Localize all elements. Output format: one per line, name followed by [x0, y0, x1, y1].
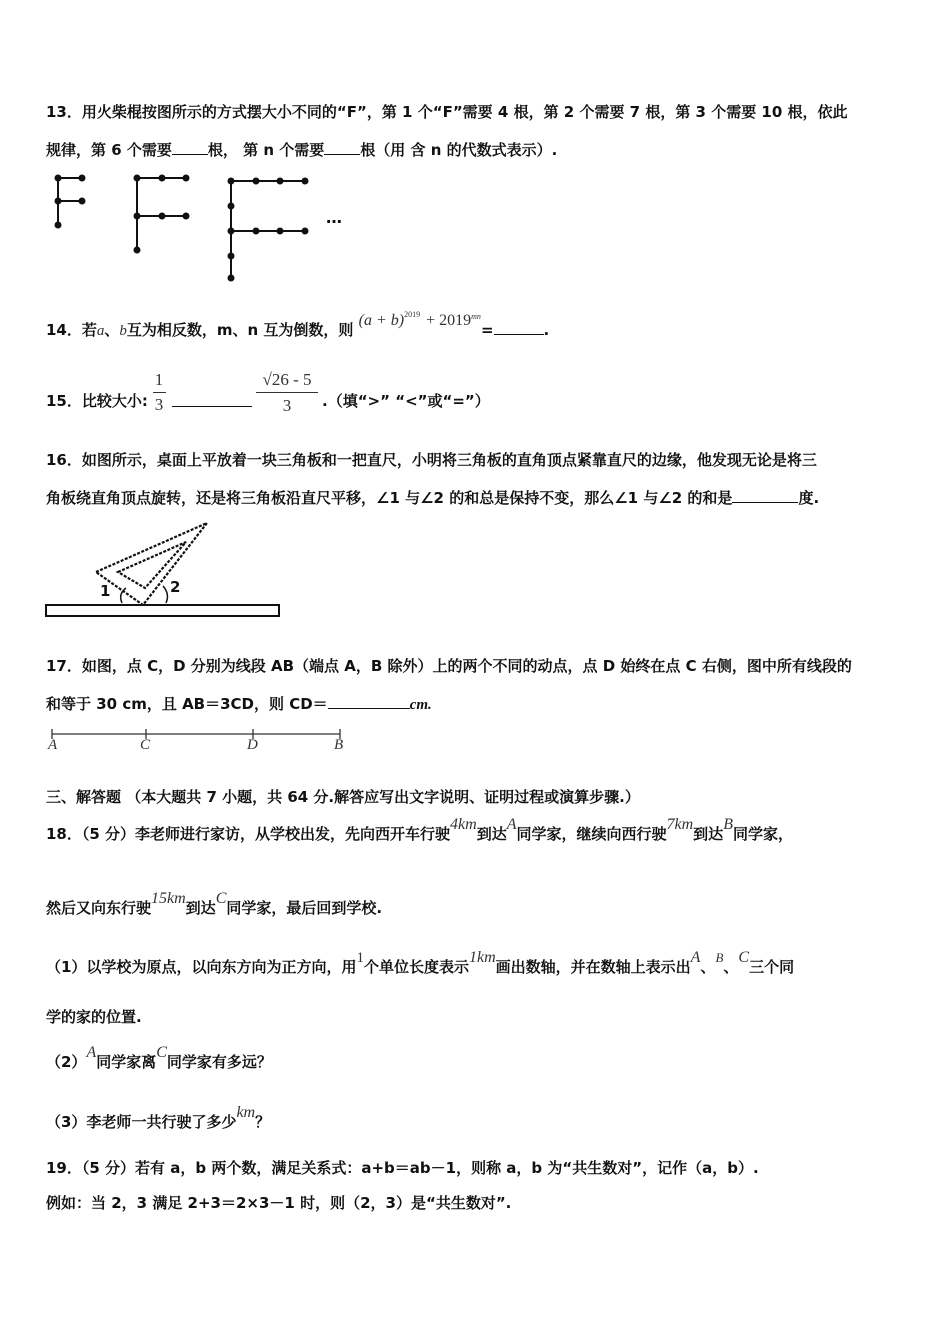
q18-l1-c: 同学家，继续向西行驶 [516, 825, 667, 843]
q18-p1-point-a: A [690, 949, 701, 966]
q18-p3-a: （3）李老师一共行驶了多少 [46, 1113, 237, 1131]
q14-prefix: 14．若 [46, 321, 97, 339]
q18-km15: 15km [151, 890, 186, 907]
q18-l2-c: 同学家，最后回到学校. [226, 899, 383, 917]
q13-line2-a: 规律，第 6 个需要 [46, 141, 172, 159]
q16-line1: 16．如图所示，桌面上平放着一块三角板和一把直尺，小明将三角板的直角顶点紧靠直尺的边缘，他发现无论是将三 [46, 451, 817, 469]
q18-p3-km: km [236, 1104, 256, 1121]
q18-l1-e: 同学家， [732, 825, 793, 843]
q14-mid: 互为相反数，m、n 互为倒数，则 [126, 321, 354, 339]
point-a-label: A [48, 737, 58, 753]
q18-p1-point-c: C [738, 949, 750, 966]
q19-line2: 例如：当 2，3 满足 2+3＝2×3－1 时，则（2，3）是“共生数对”. [46, 1194, 512, 1212]
q18-km4: 4km [450, 816, 477, 833]
q18-point-c: C [215, 890, 227, 907]
section-3-title: 三、解答题 （本大题共 7 小题，共 64 分.解答应写出文字说明、证明过程或演算步骤.） [46, 788, 640, 806]
q18-p1-b: 个单位长度表示 [363, 958, 469, 976]
q18-part2 [46, 1044, 272, 1073]
q19-line1: 19．（5 分）若有 a，b 两个数，满足关系式：a+b＝ab－1，则称 a，b 为“共生数对”，记作（a，b）. [46, 1159, 759, 1177]
q18-p1-a: （1）以学校为原点，以向东方向为正方向，用 [46, 958, 357, 976]
q18-p2-a: （2） [46, 1053, 87, 1071]
point-c-label: C [140, 737, 151, 753]
q18-l1-b: 到达 [476, 825, 507, 843]
q14-expr-base: (a + b) [358, 312, 405, 329]
q18-point-a: A [506, 816, 517, 833]
q17-line2-b: cm. [409, 697, 432, 713]
q15-prefix: 15．比较大小: [46, 392, 148, 410]
q15-frac2-num: √26 - 5 [262, 370, 312, 389]
q15-frac1-num: 1 [154, 370, 164, 389]
q17-line1: 17．如图，点 C，D 分别为线段 AB（端点 A，B 除外）上的两个不同的动点，点 D 始终在点 C 右侧，图中所有线段的 [46, 657, 852, 675]
point-b-label: B [334, 737, 344, 753]
q18-p1-d: 三个同 [749, 958, 795, 976]
q18-p2-b: 同学家离 [96, 1053, 157, 1071]
angle-2-label: 2 [170, 578, 181, 596]
q16-line2-text: 角板绕直角顶点旋转，还是将三角板沿直尺平移，∠1 与∠2 的和总是保持不变，那么∠1 与∠2 的和是 [46, 489, 733, 507]
q18-p1-sep2: 、 [723, 958, 739, 976]
q13-line2-b: 根， 第 n 个需要 [207, 141, 325, 159]
q18-km1: 1km [468, 949, 496, 966]
q14-end: . [543, 321, 550, 339]
q16-line2-end: 度. [798, 489, 820, 507]
matchstick-ellipsis: … [326, 208, 342, 227]
q18-one: 1 [356, 950, 364, 966]
q18-p2-point-a: A [86, 1044, 97, 1061]
q18-km7: 7km [666, 816, 694, 833]
q15-suffix: .（填“>” “<”或“=”） [322, 392, 490, 410]
q18-part1 [46, 949, 795, 978]
q14-expr-plus: + 2019 [426, 312, 472, 329]
q18-line2 [46, 890, 383, 919]
q13-line1: 13．用火柴棍按图所示的方式摆大小不同的“F”，第 1 个“F”需要 4 根，第 2 个需要 7 根，第 3 个需要 10 根，依此 [46, 103, 848, 121]
q14-expr-exp: 2019 [404, 310, 421, 319]
q18-l2-a: 然后又向东行驶 [46, 899, 152, 917]
q18-l1-d: 到达 [693, 825, 724, 843]
q14-sep: 、 [104, 321, 120, 339]
q14-expr-exp2: mn [471, 312, 481, 321]
q18-point-b: B [723, 816, 733, 833]
q18-l2-b: 到达 [185, 899, 216, 917]
q14-var-a: a [96, 323, 105, 339]
q18-p2-c: 同学家有多远？ [166, 1053, 272, 1071]
q18-l1-a: 18．（5 分）李老师进行家访，从学校出发，先向西开车行驶 [46, 825, 451, 843]
q14-var-b: b [119, 323, 127, 339]
q13-line2-c: 根（用 含 n 的代数式表示）. [360, 141, 558, 159]
q18-p1-point-b: B [715, 950, 724, 965]
q18-part1-line2: 学的家的位置. [46, 1008, 142, 1026]
point-d-label: D [247, 737, 258, 753]
q15-frac1-den: 3 [154, 395, 164, 414]
q18-p3-b: ？ [255, 1113, 271, 1131]
q18-p1-sep1: 、 [700, 958, 716, 976]
q18-p1-c: 画出数轴，并在数轴上表示出 [495, 958, 691, 976]
q15-frac2-den: 3 [282, 396, 292, 415]
angle-1-label: 1 [100, 582, 111, 600]
q18-p2-point-c: C [156, 1044, 167, 1061]
q18-part3 [46, 1104, 271, 1133]
q17-line2-a: 和等于 30 cm，且 AB＝3CD，则 CD＝ [46, 695, 328, 713]
q18-line1 [46, 816, 793, 845]
q14-eq: = [480, 321, 494, 339]
